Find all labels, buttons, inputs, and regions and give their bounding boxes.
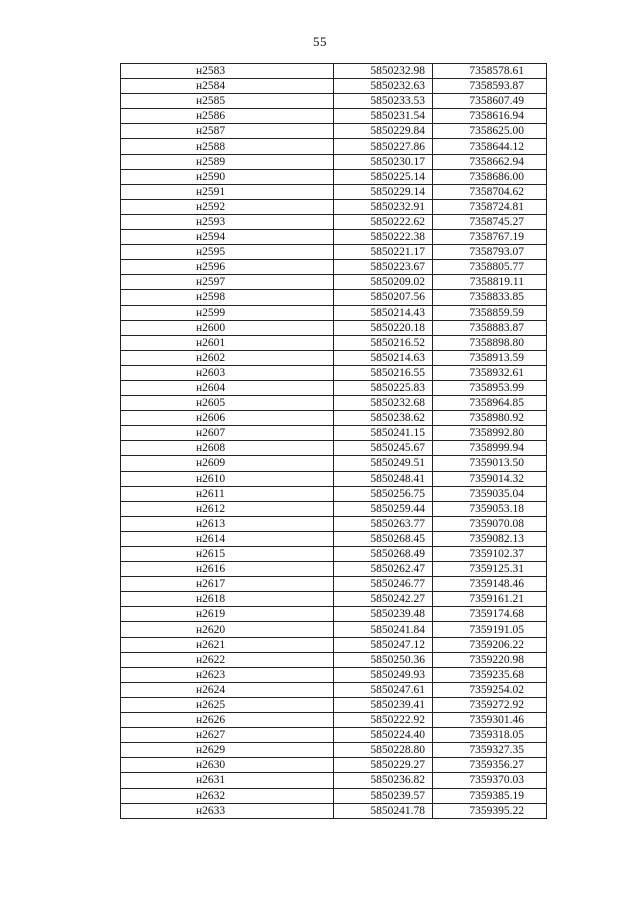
x-coordinate-cell: 5850249.93 (334, 667, 433, 682)
y-coordinate-cell: 7358704.62 (433, 184, 547, 199)
y-coordinate-cell: 7358805.77 (433, 260, 547, 275)
y-coordinate-cell: 7358686.00 (433, 169, 547, 184)
table-row (121, 501, 547, 516)
y-coordinate-cell: 7359161.21 (433, 592, 547, 607)
x-coordinate-cell: 5850247.12 (334, 637, 433, 652)
y-coordinate-cell: 7359035.04 (433, 486, 547, 501)
y-coordinate-cell: 7359102.37 (433, 547, 547, 562)
table-row (121, 713, 547, 728)
x-coordinate-cell: 5850245.67 (334, 441, 433, 456)
table-row (121, 531, 547, 546)
y-coordinate-cell: 7358625.00 (433, 124, 547, 139)
point-name-cell: н2614 (121, 531, 334, 546)
y-coordinate-cell: 7359385.19 (433, 788, 547, 803)
x-coordinate-cell: 5850268.45 (334, 531, 433, 546)
y-coordinate-cell: 7359318.05 (433, 728, 547, 743)
x-coordinate-cell: 5850216.52 (334, 335, 433, 350)
y-coordinate-cell: 7359235.68 (433, 667, 547, 682)
x-coordinate-cell: 5850209.02 (334, 275, 433, 290)
point-name-cell: н2619 (121, 607, 334, 622)
table-row (121, 154, 547, 169)
y-coordinate-cell: 7358898.80 (433, 335, 547, 350)
coordinates-table-body (121, 64, 547, 819)
table-row (121, 79, 547, 94)
x-coordinate-cell: 5850259.44 (334, 501, 433, 516)
x-coordinate-cell: 5850241.84 (334, 622, 433, 637)
y-coordinate-cell: 7359014.32 (433, 471, 547, 486)
point-name-cell: н2633 (121, 803, 334, 818)
x-coordinate-cell: 5850241.78 (334, 803, 433, 818)
point-name-cell: н2585 (121, 94, 334, 109)
point-name-cell: н2615 (121, 547, 334, 562)
table-row (121, 471, 547, 486)
x-coordinate-cell: 5850216.55 (334, 365, 433, 380)
x-coordinate-cell: 5850250.36 (334, 652, 433, 667)
point-name-cell: н2600 (121, 320, 334, 335)
point-name-cell: н2597 (121, 275, 334, 290)
point-name-cell: н2583 (121, 64, 334, 79)
x-coordinate-cell: 5850222.92 (334, 713, 433, 728)
point-name-cell: н2608 (121, 441, 334, 456)
x-coordinate-cell: 5850227.86 (334, 139, 433, 154)
y-coordinate-cell: 7358607.49 (433, 94, 547, 109)
point-name-cell: н2603 (121, 365, 334, 380)
x-coordinate-cell: 5850231.54 (334, 109, 433, 124)
x-coordinate-cell: 5850232.68 (334, 396, 433, 411)
table-row (121, 335, 547, 350)
y-coordinate-cell: 7359070.08 (433, 516, 547, 531)
x-coordinate-cell: 5850225.14 (334, 169, 433, 184)
table-row (121, 139, 547, 154)
table-row (121, 380, 547, 395)
table-row (121, 124, 547, 139)
point-name-cell: н2587 (121, 124, 334, 139)
table-row (121, 577, 547, 592)
x-coordinate-cell: 5850262.47 (334, 562, 433, 577)
y-coordinate-cell: 7358745.27 (433, 214, 547, 229)
y-coordinate-cell: 7359082.13 (433, 531, 547, 546)
table-row (121, 290, 547, 305)
y-coordinate-cell: 7358859.59 (433, 305, 547, 320)
x-coordinate-cell: 5850248.41 (334, 471, 433, 486)
point-name-cell: н2601 (121, 335, 334, 350)
table-row (121, 486, 547, 501)
y-coordinate-cell: 7358953.99 (433, 380, 547, 395)
point-name-cell: н2625 (121, 697, 334, 712)
point-name-cell: н2611 (121, 486, 334, 501)
point-name-cell: н2595 (121, 245, 334, 260)
table-row (121, 426, 547, 441)
table-row (121, 94, 547, 109)
table-row (121, 547, 547, 562)
x-coordinate-cell: 5850239.57 (334, 788, 433, 803)
point-name-cell: н2604 (121, 380, 334, 395)
x-coordinate-cell: 5850256.75 (334, 486, 433, 501)
table-row (121, 109, 547, 124)
x-coordinate-cell: 5850241.15 (334, 426, 433, 441)
table-row (121, 607, 547, 622)
y-coordinate-cell: 7358980.92 (433, 411, 547, 426)
table-row (121, 305, 547, 320)
point-name-cell: н2606 (121, 411, 334, 426)
y-coordinate-cell: 7358913.59 (433, 350, 547, 365)
point-name-cell: н2632 (121, 788, 334, 803)
table-row (121, 199, 547, 214)
y-coordinate-cell: 7358999.94 (433, 441, 547, 456)
x-coordinate-cell: 5850221.17 (334, 245, 433, 260)
coordinates-table (120, 63, 547, 819)
point-name-cell: н2616 (121, 562, 334, 577)
x-coordinate-cell: 5850229.27 (334, 758, 433, 773)
x-coordinate-cell: 5850228.80 (334, 743, 433, 758)
y-coordinate-cell: 7358767.19 (433, 230, 547, 245)
y-coordinate-cell: 7358662.94 (433, 154, 547, 169)
y-coordinate-cell: 7359191.05 (433, 622, 547, 637)
point-name-cell: н2589 (121, 154, 334, 169)
x-coordinate-cell: 5850249.51 (334, 456, 433, 471)
table-row (121, 773, 547, 788)
x-coordinate-cell: 5850222.38 (334, 230, 433, 245)
page-number: 55 (313, 34, 327, 49)
y-coordinate-cell: 7358992.80 (433, 426, 547, 441)
y-coordinate-cell: 7359370.03 (433, 773, 547, 788)
table-row (121, 365, 547, 380)
point-name-cell: н2630 (121, 758, 334, 773)
table-row (121, 516, 547, 531)
point-name-cell: н2620 (121, 622, 334, 637)
x-coordinate-cell: 5850232.63 (334, 79, 433, 94)
table-row (121, 396, 547, 411)
x-coordinate-cell: 5850229.14 (334, 184, 433, 199)
table-row (121, 667, 547, 682)
point-name-cell: н2629 (121, 743, 334, 758)
table-row (121, 743, 547, 758)
y-coordinate-cell: 7359125.31 (433, 562, 547, 577)
x-coordinate-cell: 5850246.77 (334, 577, 433, 592)
table-row (121, 562, 547, 577)
y-coordinate-cell: 7358724.81 (433, 199, 547, 214)
y-coordinate-cell: 7358932.61 (433, 365, 547, 380)
y-coordinate-cell: 7359327.35 (433, 743, 547, 758)
x-coordinate-cell: 5850268.49 (334, 547, 433, 562)
table-row (121, 184, 547, 199)
y-coordinate-cell: 7359301.46 (433, 713, 547, 728)
table-row (121, 652, 547, 667)
x-coordinate-cell: 5850242.27 (334, 592, 433, 607)
x-coordinate-cell: 5850232.98 (334, 64, 433, 79)
table-row (121, 230, 547, 245)
x-coordinate-cell: 5850223.67 (334, 260, 433, 275)
y-coordinate-cell: 7359206.22 (433, 637, 547, 652)
y-coordinate-cell: 7358819.11 (433, 275, 547, 290)
table-row (121, 350, 547, 365)
y-coordinate-cell: 7358833.85 (433, 290, 547, 305)
point-name-cell: н2584 (121, 79, 334, 94)
x-coordinate-cell: 5850225.83 (334, 380, 433, 395)
point-name-cell: н2631 (121, 773, 334, 788)
y-coordinate-cell: 7359053.18 (433, 501, 547, 516)
table-row (121, 275, 547, 290)
y-coordinate-cell: 7359254.02 (433, 682, 547, 697)
point-name-cell: н2588 (121, 139, 334, 154)
table-row (121, 441, 547, 456)
y-coordinate-cell: 7359013.50 (433, 456, 547, 471)
y-coordinate-cell: 7359148.46 (433, 577, 547, 592)
point-name-cell: н2624 (121, 682, 334, 697)
x-coordinate-cell: 5850207.56 (334, 290, 433, 305)
point-name-cell: н2622 (121, 652, 334, 667)
y-coordinate-cell: 7358964.85 (433, 396, 547, 411)
point-name-cell: н2612 (121, 501, 334, 516)
table-row (121, 260, 547, 275)
point-name-cell: н2593 (121, 214, 334, 229)
table-row (121, 682, 547, 697)
table-row (121, 169, 547, 184)
y-coordinate-cell: 7359174.68 (433, 607, 547, 622)
point-name-cell: н2594 (121, 230, 334, 245)
table-row (121, 411, 547, 426)
point-name-cell: н2586 (121, 109, 334, 124)
y-coordinate-cell: 7358593.87 (433, 79, 547, 94)
y-coordinate-cell: 7358644.12 (433, 139, 547, 154)
y-coordinate-cell: 7359220.98 (433, 652, 547, 667)
point-name-cell: н2607 (121, 426, 334, 441)
y-coordinate-cell: 7359395.22 (433, 803, 547, 818)
y-coordinate-cell: 7359272.92 (433, 697, 547, 712)
point-name-cell: н2591 (121, 184, 334, 199)
x-coordinate-cell: 5850229.84 (334, 124, 433, 139)
table-row (121, 456, 547, 471)
x-coordinate-cell: 5850239.41 (334, 697, 433, 712)
x-coordinate-cell: 5850247.61 (334, 682, 433, 697)
point-name-cell: н2592 (121, 199, 334, 214)
x-coordinate-cell: 5850232.91 (334, 199, 433, 214)
y-coordinate-cell: 7358883.87 (433, 320, 547, 335)
x-coordinate-cell: 5850222.62 (334, 214, 433, 229)
y-coordinate-cell: 7359356.27 (433, 758, 547, 773)
table-row (121, 728, 547, 743)
table-row (121, 592, 547, 607)
point-name-cell: н2626 (121, 713, 334, 728)
y-coordinate-cell: 7358578.61 (433, 64, 547, 79)
table-row (121, 214, 547, 229)
point-name-cell: н2605 (121, 396, 334, 411)
point-name-cell: н2618 (121, 592, 334, 607)
table-row (121, 697, 547, 712)
table-row (121, 64, 547, 79)
x-coordinate-cell: 5850239.48 (334, 607, 433, 622)
point-name-cell: н2598 (121, 290, 334, 305)
point-name-cell: н2610 (121, 471, 334, 486)
x-coordinate-cell: 5850233.53 (334, 94, 433, 109)
y-coordinate-cell: 7358616.94 (433, 109, 547, 124)
table-row (121, 803, 547, 818)
point-name-cell: н2590 (121, 169, 334, 184)
table-row (121, 320, 547, 335)
x-coordinate-cell: 5850220.18 (334, 320, 433, 335)
point-name-cell: н2627 (121, 728, 334, 743)
x-coordinate-cell: 5850214.63 (334, 350, 433, 365)
x-coordinate-cell: 5850238.62 (334, 411, 433, 426)
point-name-cell: н2596 (121, 260, 334, 275)
x-coordinate-cell: 5850263.77 (334, 516, 433, 531)
table-row (121, 758, 547, 773)
x-coordinate-cell: 5850214.43 (334, 305, 433, 320)
table-row (121, 245, 547, 260)
x-coordinate-cell: 5850236.82 (334, 773, 433, 788)
table-row (121, 637, 547, 652)
y-coordinate-cell: 7358793.07 (433, 245, 547, 260)
point-name-cell: н2599 (121, 305, 334, 320)
point-name-cell: н2623 (121, 667, 334, 682)
point-name-cell: н2602 (121, 350, 334, 365)
x-coordinate-cell: 5850224.40 (334, 728, 433, 743)
point-name-cell: н2621 (121, 637, 334, 652)
table-row (121, 788, 547, 803)
table-row (121, 622, 547, 637)
point-name-cell: н2609 (121, 456, 334, 471)
point-name-cell: н2613 (121, 516, 334, 531)
point-name-cell: н2617 (121, 577, 334, 592)
x-coordinate-cell: 5850230.17 (334, 154, 433, 169)
